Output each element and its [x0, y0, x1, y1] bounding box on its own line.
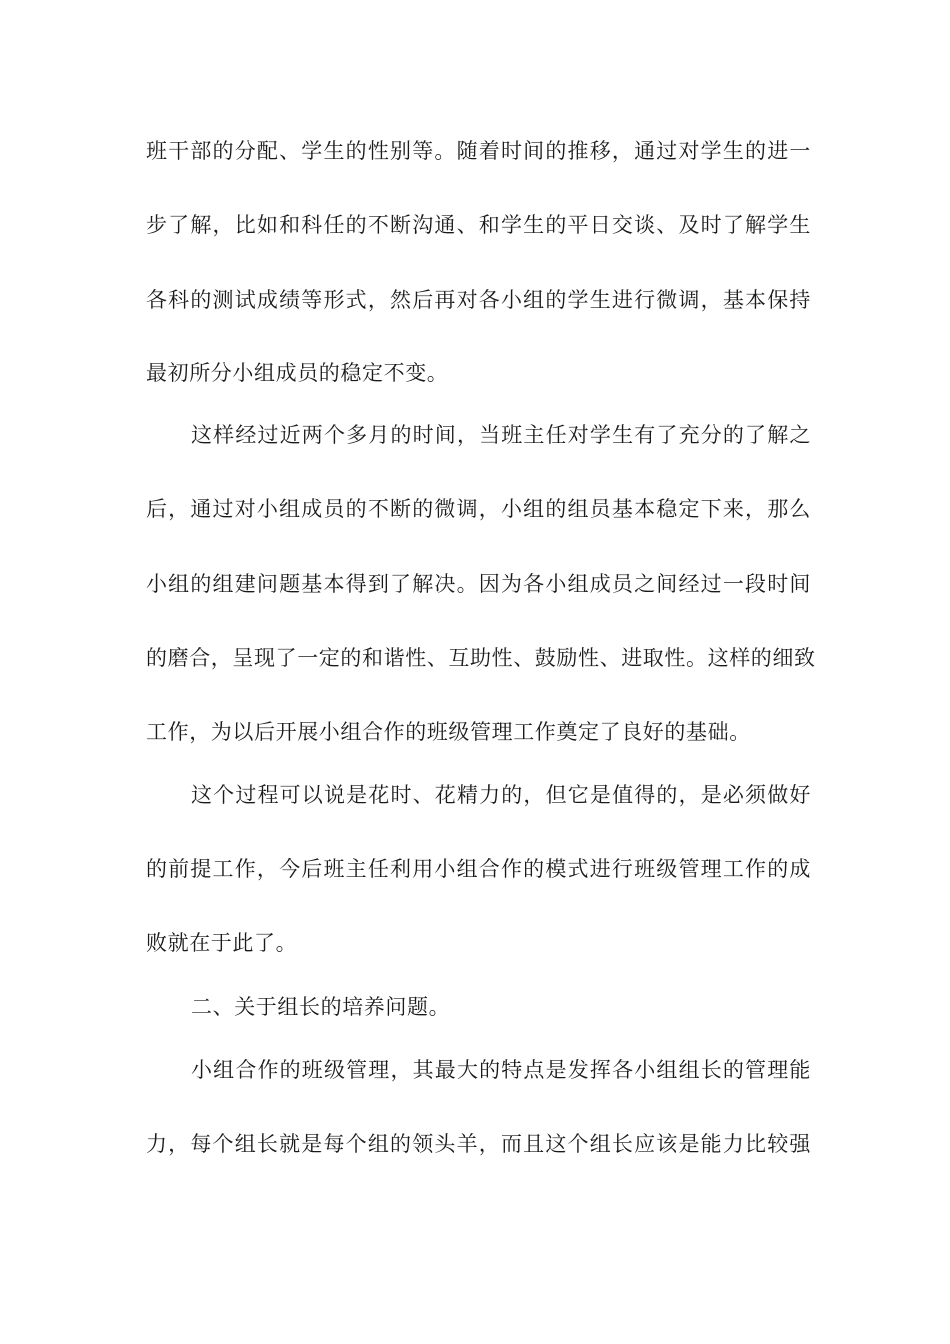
- text-line: 工作，为以后开展小组合作的班级管理工作奠定了良好的基础。: [146, 720, 751, 744]
- text-line: 班干部的分配、学生的性别等。随着时间的推移，通过对学生的进一: [146, 139, 811, 163]
- text-line: 力，每个组长就是每个组的领头羊，而且这个组长应该是能力比较强: [146, 1132, 811, 1156]
- text-line: 各科的测试成绩等形式，然后再对各小组的学生进行微调，基本保持: [146, 288, 811, 312]
- paragraph-first-line: 小组合作的班级管理，其最大的特点是发挥各小组组长的管理能: [191, 1058, 811, 1082]
- text-line: 后，通过对小组成员的不断的微调，小组的组员基本稳定下来，那么: [146, 497, 811, 521]
- text-line: 最初所分小组成员的稳定不变。: [146, 361, 449, 385]
- text-line: 的磨合，呈现了一定的和谐性、互助性、鼓励性、进取性。这样的细致: [146, 646, 816, 670]
- text-line: 小组的组建问题基本得到了解决。因为各小组成员之间经过一段时间: [146, 572, 811, 596]
- paragraph-first-line: 这个过程可以说是花时、花精力的，但它是值得的，是必须做好: [191, 783, 811, 807]
- paragraph-first-line: 这样经过近两个多月的时间，当班主任对学生有了充分的了解之: [191, 423, 811, 447]
- text-line: 的前提工作，今后班主任利用小组合作的模式进行班级管理工作的成: [146, 857, 811, 881]
- section-heading: 二、关于组长的培养问题。: [191, 995, 451, 1019]
- text-line: 败就在于此了。: [146, 931, 298, 955]
- text-line: 步了解，比如和科任的不断沟通、和学生的平日交谈、及时了解学生: [146, 213, 811, 237]
